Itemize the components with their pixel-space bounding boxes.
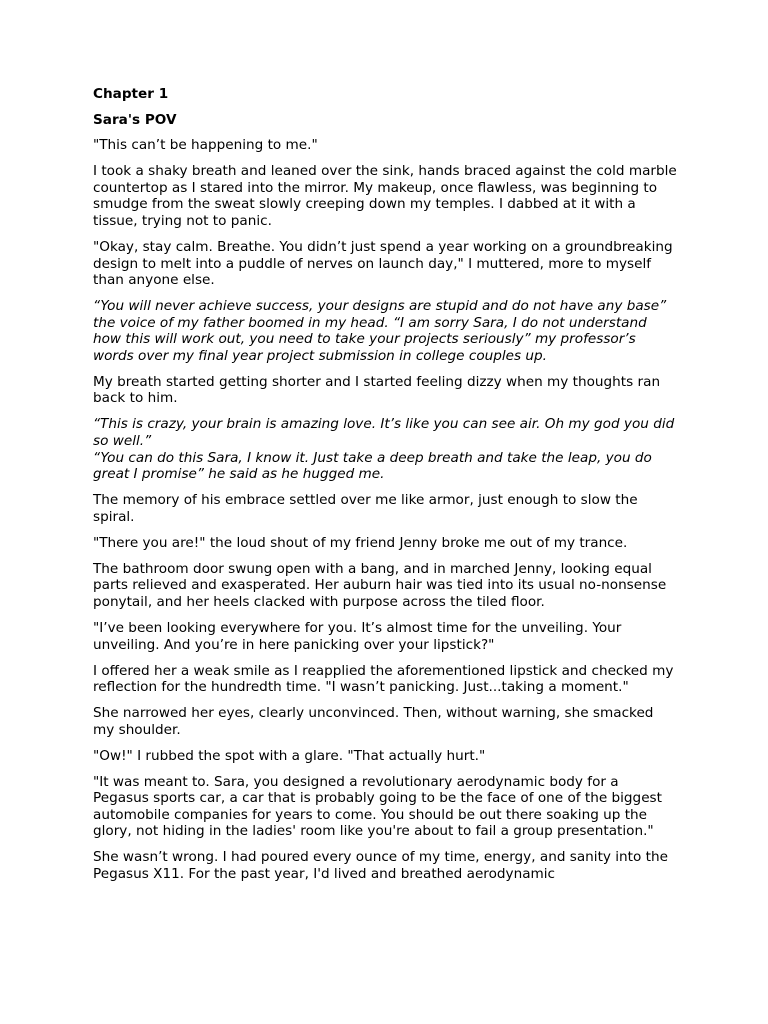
paragraph: I took a shaky breath and leaned over the sink, hands braced against the cold marble countertop as I stared into the mirror. My makeup, once flawless, was beginning to smudge from the sweat slowly creeping down my temples. I dabbed at it with a tissue, trying not to panic. [93, 163, 677, 229]
paragraph: "Okay, stay calm. Breathe. You didn’t just spend a year working on a groundbreaking design to melt into a puddle of nerves on launch day," I muttered, more to myself than anyone else. [93, 238, 673, 289]
paragraph: "This can’t be happening to me." [93, 137, 318, 154]
paragraph: She narrowed her eyes, clearly unconvinced. Then, without warning, she smacked my shoulder. [93, 705, 654, 738]
paragraph: "I’ve been looking everywhere for you. It’s almost time for the unveiling. Your unveiling. And you’re in here panicking over your lipstick?" [93, 619, 622, 653]
italic-flashback-paragraph: “You can do this Sara, I know it. Just take a deep breath and take the leap, you do great I promise” he said as he hugged me. [93, 449, 652, 483]
paragraph: She wasn’t wrong. I had poured every ounce of my time, energy, and sanity into the Pegasus X11. For the past year, I'd lived and breathed aerodynamic [93, 849, 668, 883]
pov-heading: Sara's POV [93, 111, 177, 128]
paragraph: "It was meant to. Sara, you designed a revolutionary aerodynamic body for a Pegasus sports car, a car that is probably going to be the face of one of the biggest automobile companies for years to come. You should be out there soaking up the glory, not hiding in the ladies' room like you're about to fail a group presentation." [93, 773, 662, 840]
italic-flashback-paragraph: “You will never achieve success, your designs are stupid and do not have any base” the voice of my father boomed in my head. “I am sorry Sara, I do not understand how this will work out, you need to take your projects seriously” my professor’s words over my final year project submission in college couples up. [93, 298, 667, 364]
paragraph: My breath started getting shorter and I started feeling dizzy when my thoughts ran back to him. [93, 373, 661, 407]
document-page [93, 86, 677, 892]
chapter-title: Chapter 1 [93, 86, 169, 102]
paragraph: The memory of his embrace settled over me like armor, just enough to slow the spiral. [93, 492, 638, 525]
italic-flashback-paragraph: “This is crazy, your brain is amazing love. It’s like you can see air. Oh my god you did so well.” [93, 416, 675, 450]
paragraph: I offered her a weak smile as I reapplied the aforementioned lipstick and checked my reflection for the hundredth time. "I wasn’t panicking. Just...taking a moment." [93, 662, 674, 696]
paragraph: The bathroom door swung open with a bang, and in marched Jenny, looking equal parts relieved and exasperated. Her auburn hair was tied into its usual no-nonsense ponytail, and her heels clacked with purpose across the tiled floor. [93, 560, 667, 610]
paragraph: "Ow!" I rubbed the spot with a glare. "That actually hurt." [93, 747, 486, 764]
paragraph: "There you are!" the loud shout of my friend Jenny broke me out of my trance. [93, 534, 628, 551]
